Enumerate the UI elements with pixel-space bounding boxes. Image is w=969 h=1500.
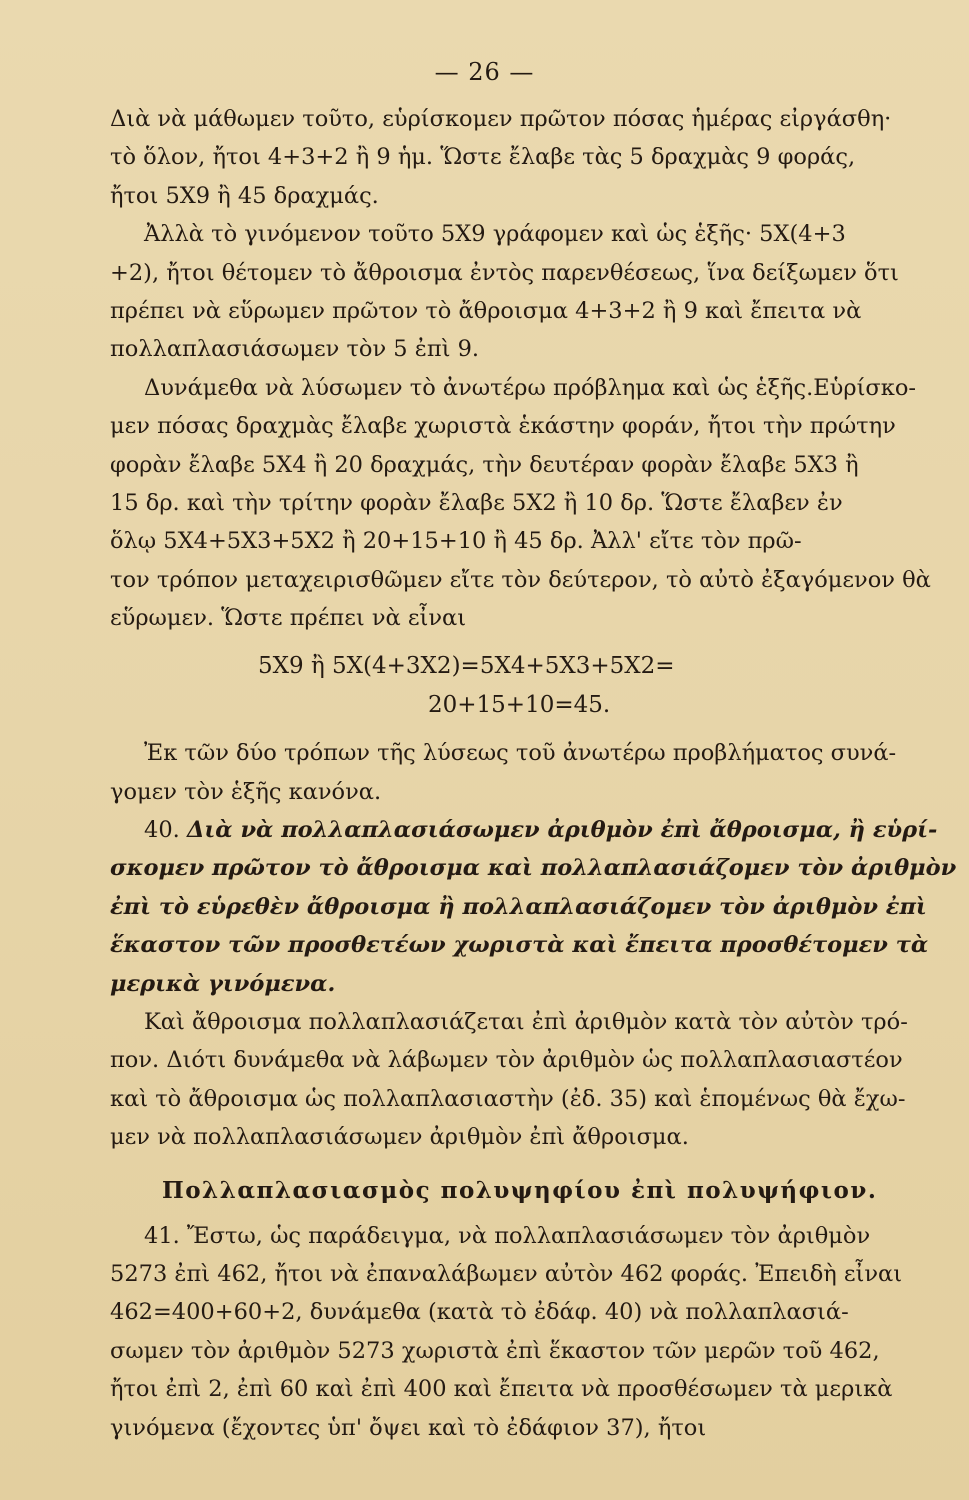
rule-line: ἕκαστον τῶν προσθετέων χωριστὰ καὶ ἔπειτα προσθέτομεν τὰ xyxy=(110,932,929,959)
text-line: 15 δρ. καὶ τὴν τρίτην φορὰν ἔλαβε 5X2 ἢ 10 δρ. Ὥστε ἔλαβεν ἐν xyxy=(110,489,843,516)
text-line: 462=400+60+2, δυνάμεθα (κατὰ τὸ ἐδάφ. 40) νὰ πολλαπλασιά- xyxy=(110,1299,849,1326)
text-line: πολλαπλασιάσωμεν τὸν 5 ἐπὶ 9. xyxy=(110,336,480,363)
text-line: σωμεν τὸν ἀριθμὸν 5273 χωριστὰ ἐπὶ ἕκαστον τῶν μερῶν τοῦ 462, xyxy=(110,1337,880,1364)
text-line: καὶ τὸ ἄθροισμα ὡς πολλαπλασιαστὴν (ἐδ. 35) καὶ ἑπομένως θὰ ἔχω- xyxy=(110,1085,906,1112)
text-line: Καὶ ἄθροισμα πολλαπλασιάζεται ἐπὶ ἀριθμὸν κατὰ τὸν αὐτὸν τρό- xyxy=(144,1008,908,1035)
text-line: ἤτοι 5X9 ἢ 45 δραχμάς. xyxy=(110,182,379,209)
rule-number: 40. xyxy=(144,817,180,844)
text-line: ἤτοι ἐπὶ 2, ἐπὶ 60 καὶ ἐπὶ 400 καὶ ἔπειτα νὰ προσθέσωμεν τὰ μερικὰ xyxy=(110,1376,893,1403)
text-line: 5273 ἐπὶ 462, ἤτοι νὰ ἐπαναλάβωμεν αὐτὸν 462 φοράς. Ἐπειδὴ εἶναι xyxy=(110,1260,903,1287)
text-line: ὅλῳ 5X4+5X3+5X2 ἢ 20+15+10 ἢ 45 δρ. Ἀλλ' εἴτε τὸν πρῶ- xyxy=(110,528,802,555)
formula-line-1: 5X9 ἢ 5X(4+3X2)=5X4+5X3+5X2= xyxy=(258,653,675,680)
text-line: μεν νὰ πολλαπλασιάσωμεν ἀριθμὸν ἐπὶ ἄθροισμα. xyxy=(110,1124,689,1151)
text-line: εὕρωμεν. Ὥστε πρέπει νὰ εἶναι xyxy=(110,605,467,632)
text-line: Ἀλλὰ τὸ γινόμενον τοῦτο 5X9 γράφομεν καὶ ὡς ἑξῆς· 5X(4+3 xyxy=(144,221,846,248)
body-text xyxy=(110,100,960,1447)
text-line: 41. Ἔστω, ὡς παράδειγμα, νὰ πολλαπλασιάσωμεν τὸν ἀριθμὸν xyxy=(144,1222,871,1249)
text-line: πρέπει νὰ εὕρωμεν πρῶτον τὸ ἄθροισμα 4+3+2 ἢ 9 καὶ ἔπειτα νὰ xyxy=(110,297,862,324)
rule-line: μερικὰ γινόμενα. xyxy=(110,970,336,997)
text-line: γινόμενα (ἔχοντες ὑπ' ὄψει καὶ τὸ ἐδάφιον 37), ἤτοι xyxy=(110,1414,707,1441)
text-line: πον. Διότι δυνάμεθα νὰ λάβωμεν τὸν ἀριθμὸν ὡς πολλαπλασιαστέον xyxy=(110,1047,903,1074)
section-heading: Πολλαπλασιασμὸς πολυψηφίου ἐπὶ πολυψήφιον. xyxy=(162,1176,878,1204)
text-line: Δυνάμεθα νὰ λύσωμεν τὸ ἀνωτέρω πρόβλημα καὶ ὡς ἑξῆς.Εὑρίσκο- xyxy=(144,374,916,401)
page-number: — 26 — xyxy=(434,58,535,86)
text-line: γομεν τὸν ἑξῆς κανόνα. xyxy=(110,778,382,805)
text-line: +2), ἤτοι θέτομεν τὸ ἄθροισμα ἐντὸς παρενθέσεως, ἵνα δείξωμεν ὅτι xyxy=(110,259,899,286)
formula-line-2: 20+15+10=45. xyxy=(428,691,611,718)
text-line: φορὰν ἔλαβε 5X4 ἢ 20 δραχμάς, τὴν δευτέραν φορὰν ἔλαβε 5X3 ἢ xyxy=(110,451,859,478)
text-line: μεν πόσας δραχμὰς ἔλαβε χωριστὰ ἑκάστην φοράν, ἤτοι τὴν πρώτην xyxy=(110,413,896,440)
rule-line: ἐπὶ τὸ εὑρεθὲν ἄθροισμα ἢ πολλαπλασιάζομεν τὸν ἀριθμὸν ἐπὶ xyxy=(110,893,927,920)
rule-line xyxy=(110,811,960,849)
rule-line: σκομεν πρῶτον τὸ ἄθροισμα καὶ πολλαπλασιάζομεν τὸν ἀριθμὸν xyxy=(110,855,957,882)
text-line: Διὰ νὰ μάθωμεν τοῦτο, εὑρίσκομεν πρῶτον πόσας ἡμέρας εἰργάσθη· xyxy=(110,106,892,132)
text-line: Ἐκ τῶν δύο τρόπων τῆς λύσεως τοῦ ἀνωτέρω προβλήματος συνά- xyxy=(144,740,897,767)
rule-text: Διὰ νὰ πολλαπλασιάσωμεν ἀριθμὸν ἐπὶ ἄθροισμα, ἢ εὑρί- xyxy=(186,817,938,844)
text-line: τὸ ὅλον, ἤτοι 4+3+2 ἢ 9 ἡμ. Ὥστε ἔλαβε τὰς 5 δραχμὰς 9 φοράς, xyxy=(110,144,856,171)
text-line: τον τρόπον μεταχειρισθῶμεν εἴτε τὸν δεύτερον, τὸ αὐτὸ ἐξαγόμενον θὰ xyxy=(110,566,931,593)
